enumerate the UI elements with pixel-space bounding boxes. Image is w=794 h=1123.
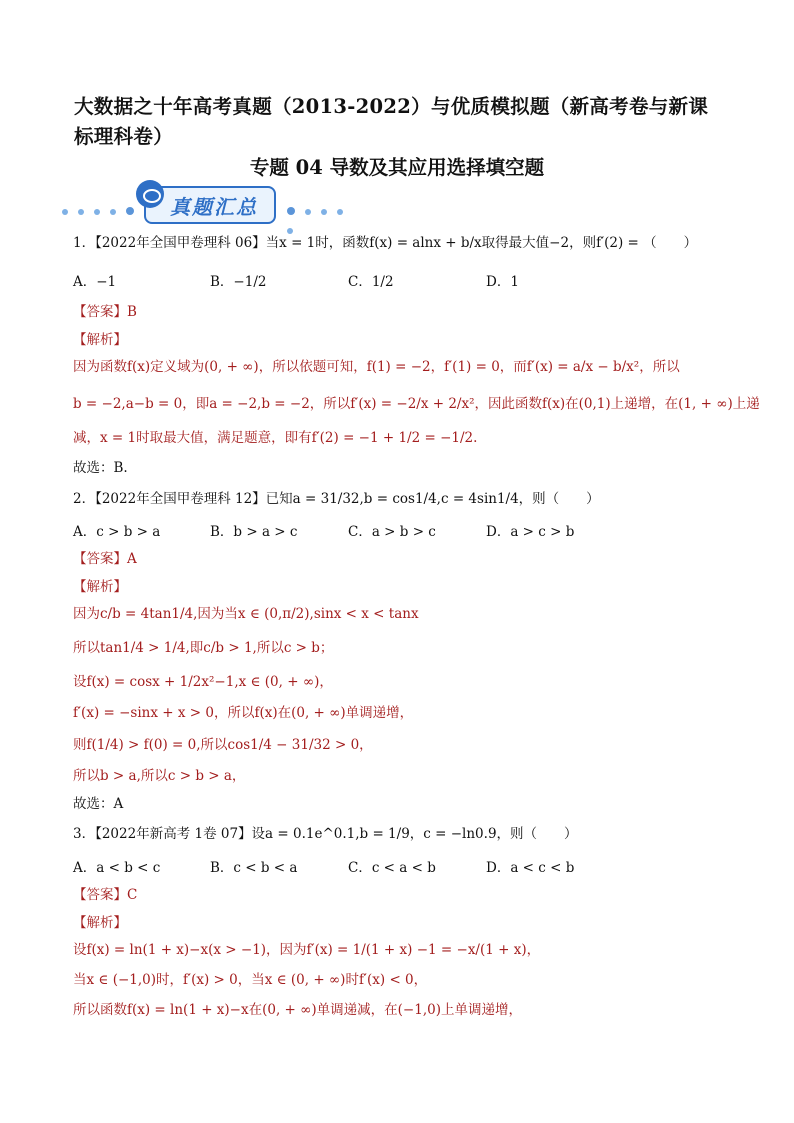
q2-stem: 2．【2022年全国甲卷理科 12】已知a = 31/32,b = cos1/4,c = 4sin1/4，则（ ）	[73, 491, 600, 507]
q1-choose: 故选：B.	[73, 460, 128, 476]
q1-analysis-label: 【解析】	[73, 332, 127, 348]
q2-option-c: C．a > b > c	[348, 524, 436, 540]
banner-label: 真题汇总	[170, 195, 258, 219]
q2-analysis-line-1: 因为c/b = 4tan1/4,因为当x ∈ (0,π/2),sinx < x < tanx	[73, 606, 419, 622]
q3-answer: 【答案】C	[73, 887, 138, 903]
banner-label-box	[144, 186, 276, 224]
q2-analysis-line-5: 则f(1/4) > f(0) = 0,所以cos1/4 − 31/32 > 0，	[73, 737, 373, 753]
q1-option-b: B．−1/2	[210, 274, 267, 290]
q2-option-b: B．b > a > c	[210, 524, 298, 540]
q2-option-a: A．c > b > a	[73, 524, 161, 540]
q3-option-a: A．a < b < c	[73, 860, 161, 876]
q2-analysis-line-4: f′(x) = −sinx + x > 0，所以f(x)在(0, + ∞)单调递增，	[73, 705, 414, 721]
q2-option-d: D．a > c > b	[486, 524, 575, 540]
q3-option-b: B．c < b < a	[210, 860, 298, 876]
eye-icon	[136, 180, 164, 208]
q2-analysis-label: 【解析】	[73, 579, 127, 595]
q1-option-d: D．1	[486, 274, 519, 290]
q2-analysis-line-2: 所以tan1/4 > 1/4,即c/b > 1,所以c > b；	[73, 640, 334, 656]
q3-analysis-label: 【解析】	[73, 915, 127, 931]
q3-analysis-line-2: 当x ∈ (−1,0)时，f′(x) > 0，当x ∈ (0, + ∞)时f′(x) < 0，	[73, 972, 428, 988]
q2-analysis-line-6: 所以b > a,所以c > b > a，	[73, 768, 246, 784]
q3-analysis-line-3: 所以函数f(x) = ln(1 + x)−x在(0, + ∞)单调递减，在(−1,0)上单调递增，	[73, 1002, 522, 1018]
q3-option-d: D．a < c < b	[486, 860, 575, 876]
q1-option-a: A．−1	[73, 274, 117, 290]
title-line-1: 大数据之十年高考真题（2013-2022）与优质模拟题（新高考卷与新课	[74, 95, 709, 118]
q2-choose: 故选：A	[73, 796, 124, 812]
document-title	[74, 92, 734, 152]
document-subtitle: 专题 04 导数及其应用选择填空题	[249, 156, 545, 179]
q3-option-c: C．c < a < b	[348, 860, 436, 876]
q3-stem: 3．【2022年新高考 1卷 07】设a = 0.1e^0.1,b = 1/9，c = −ln0.9，则（ ）	[73, 826, 578, 842]
q1-analysis-line-1: 因为函数f(x)定义域为(0, + ∞)，所以依题可知，f(1) = −2，f′(1) = 0，而f′(x) = a/x − b/x²，所以	[73, 359, 680, 375]
q1-analysis-line-3: 减，x = 1时取最大值，满足题意，即有f′(2) = −1 + 1/2 = −1/2.	[73, 430, 478, 446]
q1-stem: 1．【2022年全国甲卷理科 06】当x = 1时，函数f(x) = alnx + b/x取得最大值−2，则f′(2) = （ ）	[73, 235, 698, 251]
q1-answer: 【答案】B	[73, 304, 137, 320]
q3-analysis-line-1: 设f(x) = ln(1 + x)−x(x > −1)，因为f′(x) = 1/(1 + x) −1 = −x/(1 + x)，	[73, 942, 541, 958]
q1-option-c: C．1/2	[348, 274, 394, 290]
q2-analysis-line-3: 设f(x) = cosx + 1/2x²−1,x ∈ (0, + ∞)，	[73, 674, 333, 690]
q2-answer: 【答案】A	[73, 551, 137, 567]
q1-analysis-line-2: b = −2,a−b = 0，即a = −2,b = −2，所以f′(x) = −2/x + 2/x²，因此函数f(x)在(0,1)上递增，在(1, + ∞)上递	[73, 396, 760, 412]
section-banner	[62, 180, 362, 226]
title-line-2: 标理科卷）	[74, 125, 174, 148]
banner-dots-left	[62, 200, 144, 219]
